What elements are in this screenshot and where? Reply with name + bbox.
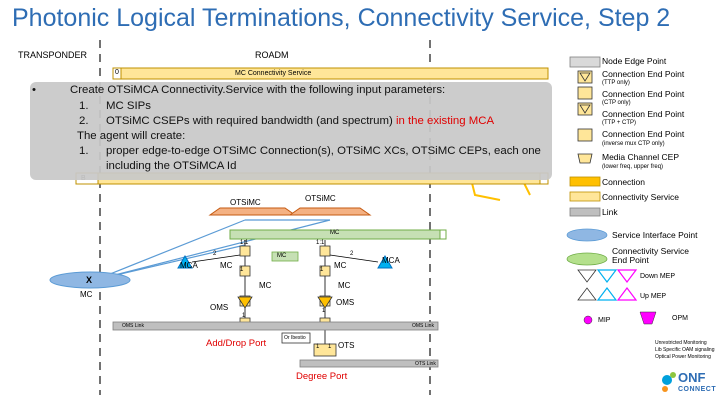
mc-bar-label: MC bbox=[330, 230, 340, 236]
ots-fwd-label: Or Ibestio bbox=[284, 335, 306, 341]
legend-media-channel-cep: Media Channel CEP bbox=[602, 152, 680, 162]
mc-port-left-label: MC bbox=[220, 261, 233, 270]
legend-csep2: End Point bbox=[612, 255, 649, 265]
port-num-6: 1 bbox=[328, 344, 332, 350]
overlay-item1-text: MC SIPs bbox=[106, 100, 151, 112]
two-right: 2 bbox=[350, 251, 354, 257]
overlay-item2-text-red: in the existing MCA bbox=[395, 115, 495, 127]
mc-connectivity-service-bar bbox=[113, 68, 548, 79]
port-num-5: 1 bbox=[316, 344, 320, 350]
otsimc-right-label: OTSiMC bbox=[305, 194, 336, 203]
oms-left-label: OMS bbox=[210, 303, 229, 312]
port-num-3: 1 bbox=[242, 313, 246, 319]
footer-line1: Unrestricted Monitoring bbox=[655, 340, 707, 346]
footer-line2: Lib Specific OAM signaling bbox=[655, 347, 715, 353]
logo-sub: CONNECT bbox=[678, 386, 717, 393]
otsimc-left-shape bbox=[210, 208, 295, 215]
overlay-item3-cont: including the OTSiMCA Id bbox=[106, 160, 237, 172]
mc-port-right-label: MC bbox=[334, 261, 347, 270]
overlay-item2-num: 2. bbox=[79, 115, 89, 127]
legend-connectivity-service: Connectivity Service bbox=[602, 192, 680, 202]
mc-x-label: MC bbox=[80, 290, 93, 299]
mc-mid-left-label: MC bbox=[259, 281, 272, 290]
overlay-bullet: • bbox=[32, 84, 36, 96]
mc-mid-right-label: MC bbox=[338, 281, 351, 290]
logo-main: ONF bbox=[678, 370, 706, 385]
slash-label-right: 1:1 bbox=[316, 240, 325, 246]
legend-cep-inverse-sub: (inverse mux CTP only) bbox=[602, 141, 665, 147]
overlay-item2-text bbox=[106, 115, 494, 127]
legend-media-channel-cep-sub: (lower freq, upper freq) bbox=[602, 164, 664, 170]
overlay-item1-num: 1. bbox=[79, 100, 89, 112]
footer-line3: Optical Power Monitoring bbox=[655, 354, 711, 360]
port-num-2: 1 bbox=[320, 267, 324, 273]
oms-link-right-label: OMS Link bbox=[412, 323, 434, 329]
x-mark: X bbox=[86, 275, 93, 285]
port-num-1: 1 bbox=[240, 267, 244, 273]
mc-small-label: MC bbox=[277, 253, 287, 259]
transponder-label: TRANSPONDER bbox=[18, 50, 88, 60]
legend-cep-ctp-sub: (CTP only) bbox=[602, 100, 631, 106]
ots-link-label: OTS Link bbox=[415, 361, 436, 367]
legend-opm: OPM bbox=[672, 315, 688, 322]
ots-label: OTS bbox=[338, 341, 355, 350]
legend-cep-inverse: Connection End Point bbox=[602, 129, 685, 139]
overlay-item3-num: 1. bbox=[79, 145, 89, 157]
overlay-line1: Create OTSiMCA Connectivity.Service with the following input parameters: bbox=[70, 84, 446, 96]
legend-sip: Service Interface Point bbox=[612, 230, 698, 240]
mca-right-label: MCA bbox=[382, 256, 400, 265]
oms-link-bar bbox=[113, 322, 438, 330]
roadm-label: ROADM bbox=[255, 50, 289, 60]
instruction-overlay bbox=[30, 82, 552, 180]
legend-csep: Connectivity Service bbox=[612, 246, 690, 256]
slash-label-left: 1:1 bbox=[240, 240, 249, 246]
legend-up-mep: Up MEP bbox=[640, 293, 667, 300]
mca-left-label: MCA bbox=[180, 261, 198, 270]
overlay-line4: The agent will create: bbox=[77, 130, 186, 142]
legend-mip: MIP bbox=[598, 317, 611, 324]
overlay-item2-text-a: OTSiMC CSEPs with required bandwidth (and spectrum) bbox=[106, 115, 396, 127]
legend-cep-ttp-ctp: Connection End Point bbox=[602, 109, 685, 119]
legend-cep-ttp-ctp-sub: (TTP + CTP) bbox=[602, 120, 637, 126]
legend-down-mep: Down MEP bbox=[640, 273, 676, 280]
add-drop-port-label: Add/Drop Port bbox=[206, 338, 267, 349]
onf-connect-logo bbox=[660, 366, 716, 400]
zero-label: 0 bbox=[115, 69, 119, 76]
degree-port-label: Degree Port bbox=[296, 371, 348, 382]
legend-cep-ttp: Connection End Point bbox=[602, 69, 685, 79]
overlay-item3-text: proper edge-to-edge OTSiMC Connection(s), OTSiMC XCs, OTSiMC CEPs, each one bbox=[106, 145, 541, 157]
legend-connection: Connection bbox=[602, 177, 646, 187]
mc-connectivity-service-label: MC Connectivity Service bbox=[235, 70, 312, 77]
legend-cep-ctp: Connection End Point bbox=[602, 89, 685, 99]
otsimc-left-label: OTSiMC bbox=[230, 198, 261, 207]
two-left: 2 bbox=[213, 251, 217, 257]
port-num-4: 1 bbox=[322, 308, 326, 314]
oms-right-label: OMS bbox=[336, 298, 355, 307]
oms-link-left-label: OMS Link bbox=[122, 323, 144, 329]
legend-node-edge-point: Node Edge Point bbox=[602, 56, 667, 66]
legend-cep-ttp-sub: (TTP only) bbox=[602, 80, 630, 86]
page-title: Photonic Logical Terminations, Connectivity Service, Step 2 bbox=[12, 4, 671, 32]
otsimc-right-shape bbox=[290, 208, 370, 215]
legend-link: Link bbox=[602, 207, 618, 217]
